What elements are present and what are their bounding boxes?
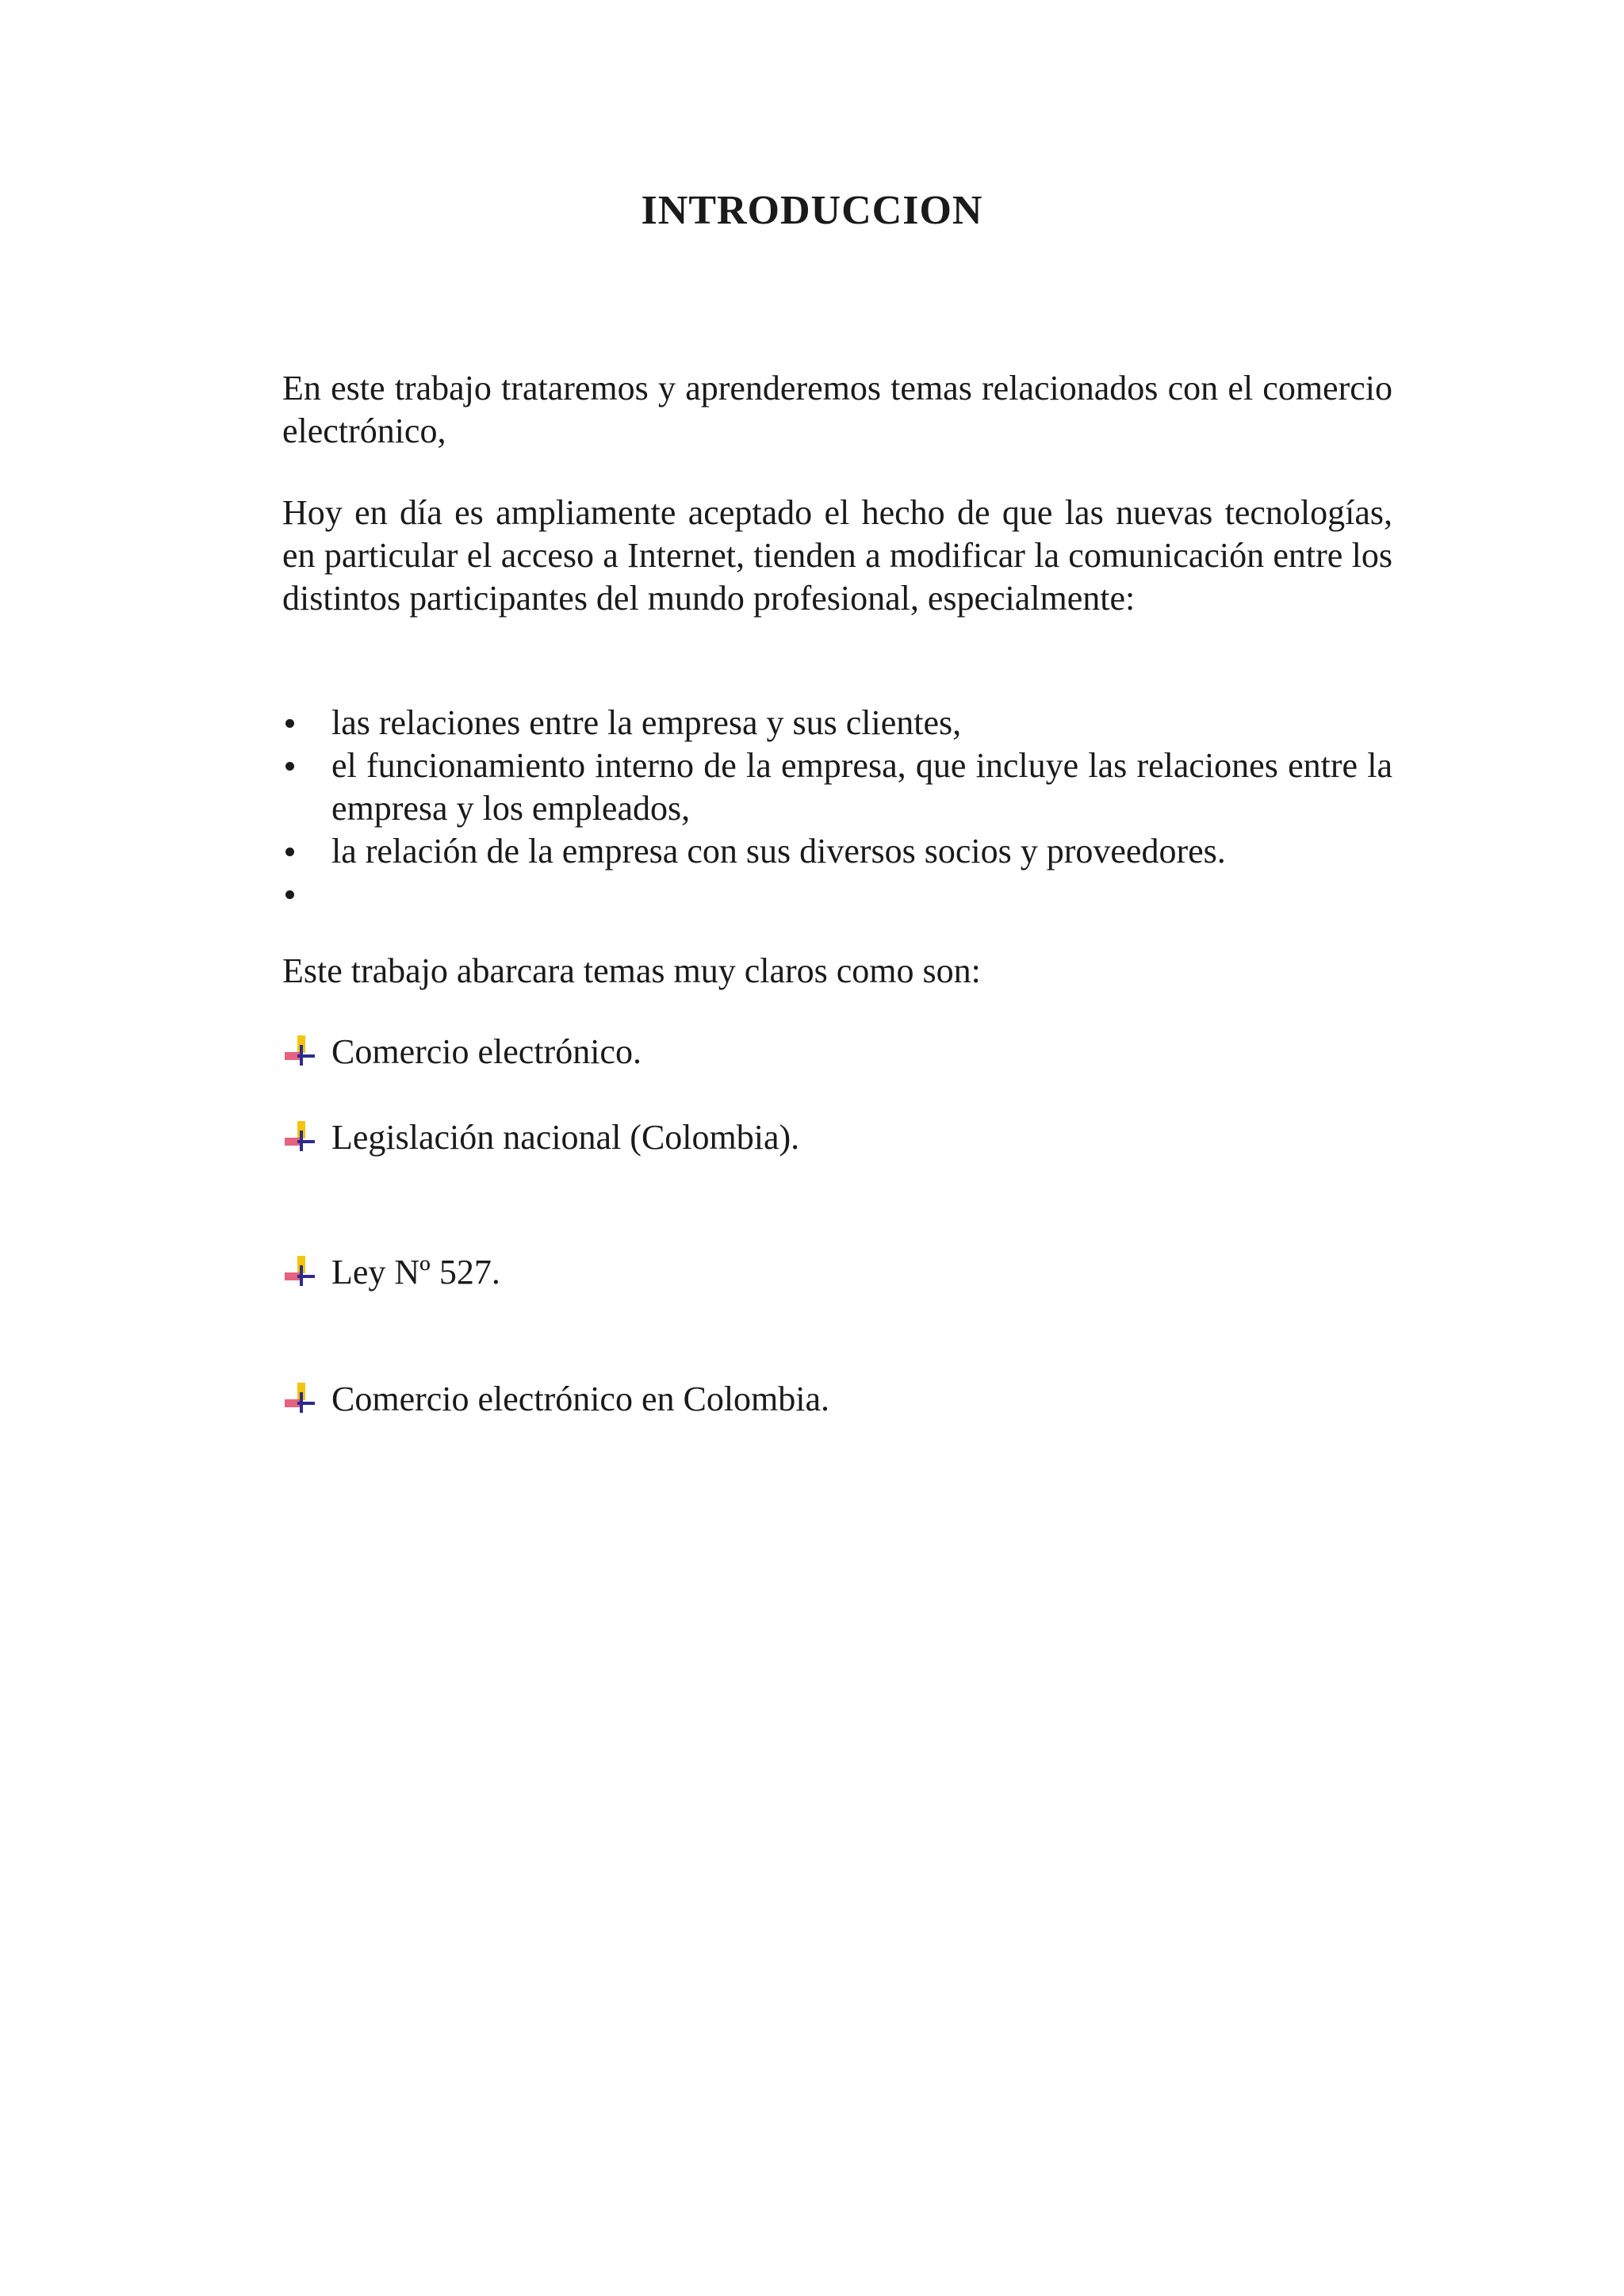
list-item	[282, 702, 1392, 744]
topic-label: Comercio electrónico.	[331, 1032, 642, 1071]
list-item	[282, 873, 1392, 916]
list-item	[282, 744, 1392, 830]
topic-label: Comercio electrónico en Colombia.	[331, 1380, 830, 1418]
bullet-dot-icon	[285, 762, 294, 771]
topics-intro: Este trabajo abarcara temas muy claros como son:	[282, 951, 981, 990]
bullet-dot-icon	[285, 848, 294, 856]
bullet-dot-icon	[285, 890, 294, 899]
list-item	[282, 830, 1392, 873]
cross-bullet-icon	[282, 1254, 317, 1289]
topic-label: Legislación nacional (Colombia).	[331, 1118, 800, 1157]
list-item-text: la relación de la empresa con sus diversos socios y proveedores.	[331, 832, 1226, 871]
cross-bullet-icon	[282, 1034, 317, 1069]
cross-bullet-icon	[282, 1381, 317, 1416]
cross-bullet-icon	[282, 1119, 317, 1154]
context-paragraph: Hoy en día es ampliamente aceptado el hecho de que las nuevas tecnologías, en particular el acceso a Internet, tienden a modificar la comunicación entre los distintos participantes del mundo profesional, especialmente:	[282, 493, 1392, 618]
topic-label: Ley Nº 527.	[331, 1253, 500, 1292]
bullet-list	[282, 702, 1392, 916]
intro-paragraph: En este trabajo trataremos y aprenderemos temas relacionados con el comercio electrónico,	[282, 369, 1392, 450]
page-title: INTRODUCCION	[641, 188, 983, 233]
list-item-text: el funcionamiento interno de la empresa, que incluye las relaciones entre la empresa y los empleados,	[331, 746, 1392, 828]
list-item-text: las relaciones entre la empresa y sus clientes,	[331, 703, 962, 742]
bullet-dot-icon	[285, 719, 294, 728]
